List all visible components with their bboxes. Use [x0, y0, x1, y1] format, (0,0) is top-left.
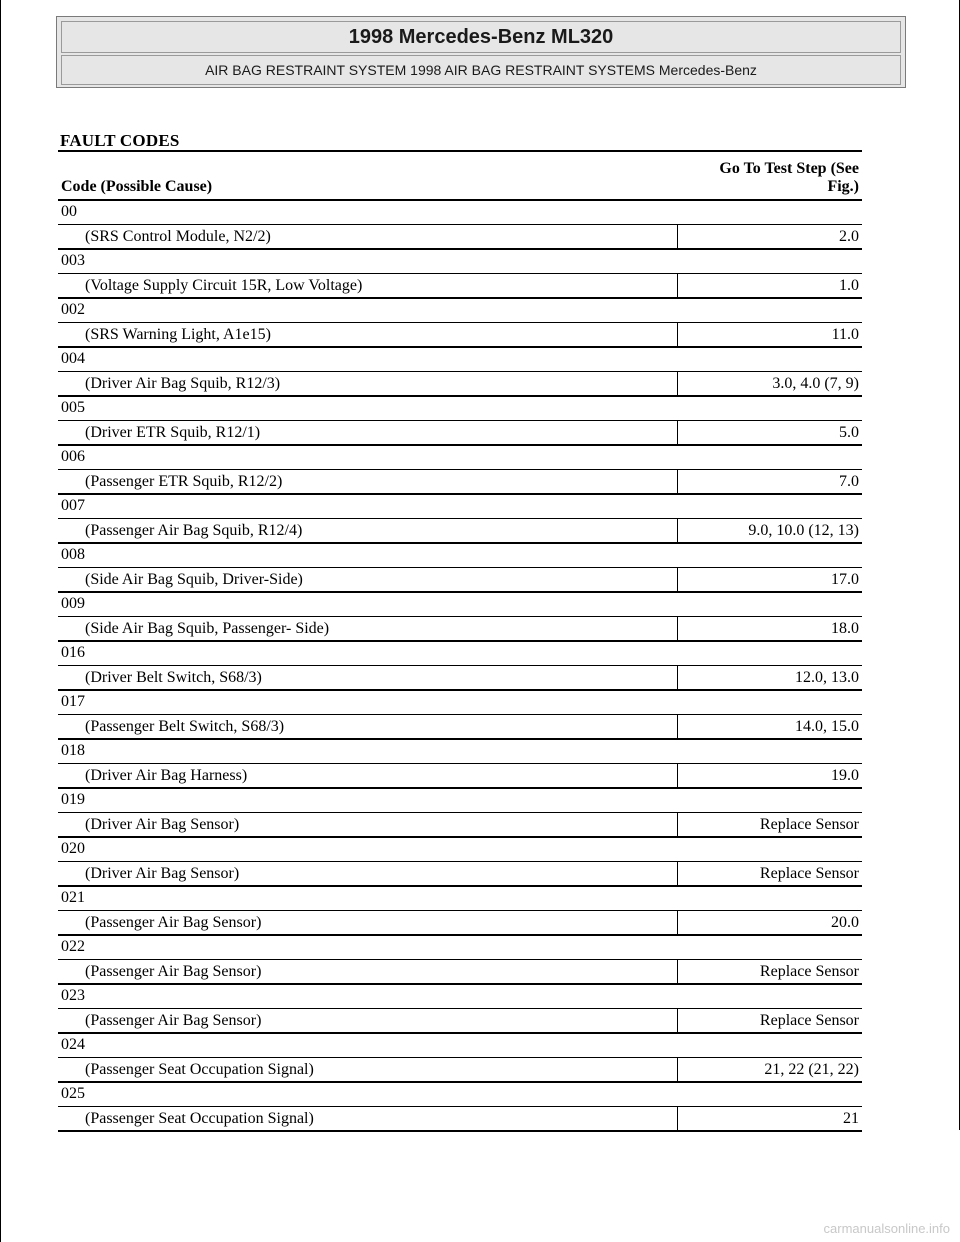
fault-code: 007: [58, 494, 862, 519]
possible-cause: (Driver Air Bag Squib, R12/3): [58, 372, 677, 397]
table-row-cause: [58, 1058, 862, 1083]
possible-cause: (Passenger Seat Occupation Signal): [58, 1058, 677, 1083]
possible-cause: (Passenger Seat Occupation Signal): [58, 1107, 677, 1132]
possible-cause: (Passenger ETR Squib, R12/2): [58, 470, 677, 495]
table-row-code: [58, 445, 862, 470]
possible-cause: (Side Air Bag Squib, Passenger- Side): [58, 617, 677, 642]
table-row-cause: [58, 470, 862, 495]
test-step: 7.0: [677, 470, 862, 495]
test-step: 21, 22 (21, 22): [677, 1058, 862, 1083]
possible-cause: (Driver Belt Switch, S68/3): [58, 666, 677, 691]
fault-code: 024: [58, 1033, 862, 1058]
table-row-code: [58, 298, 862, 323]
fault-code: 002: [58, 298, 862, 323]
fault-code: 022: [58, 935, 862, 960]
table-row-code: [58, 494, 862, 519]
fault-code: 00: [58, 200, 862, 225]
table-body: [58, 200, 862, 1131]
table-row-cause: [58, 1009, 862, 1034]
table-row-code: [58, 886, 862, 911]
fault-code: 025: [58, 1082, 862, 1107]
table-row-cause: [58, 568, 862, 593]
fault-code: 006: [58, 445, 862, 470]
table-row-cause: [58, 372, 862, 397]
table-header-row: [58, 151, 862, 200]
test-step: 21: [677, 1107, 862, 1132]
fault-code: 004: [58, 347, 862, 372]
fault-code: 023: [58, 984, 862, 1009]
test-step: 9.0, 10.0 (12, 13): [677, 519, 862, 544]
document-title: 1998 Mercedes-Benz ML320: [61, 21, 901, 53]
table-row-code: [58, 984, 862, 1009]
header-test-step: [677, 151, 862, 200]
possible-cause: (Passenger Air Bag Squib, R12/4): [58, 519, 677, 544]
test-step: 1.0: [677, 274, 862, 299]
section-heading: FAULT CODES: [60, 131, 180, 150]
table-row-code: [58, 935, 862, 960]
table-row-cause: [58, 323, 862, 348]
possible-cause: (Passenger Air Bag Sensor): [58, 1009, 677, 1034]
possible-cause: (Passenger Air Bag Sensor): [58, 960, 677, 985]
table-row-code: [58, 347, 862, 372]
table-row-code: [58, 788, 862, 813]
possible-cause: (Driver Air Bag Harness): [58, 764, 677, 789]
table-row-cause: [58, 617, 862, 642]
fault-code: 016: [58, 641, 862, 666]
test-step: Replace Sensor: [677, 813, 862, 838]
test-step: Replace Sensor: [677, 862, 862, 887]
fault-code: 018: [58, 739, 862, 764]
table-row-code: [58, 837, 862, 862]
table-row-code: [58, 641, 862, 666]
test-step: 3.0, 4.0 (7, 9): [677, 372, 862, 397]
test-step: 17.0: [677, 568, 862, 593]
fault-code: 003: [58, 249, 862, 274]
table-row-code: [58, 1033, 862, 1058]
test-step: 20.0: [677, 911, 862, 936]
table-row-cause: [58, 519, 862, 544]
table-row-cause: [58, 274, 862, 299]
possible-cause: (Driver Air Bag Sensor): [58, 813, 677, 838]
table-row-cause: [58, 1107, 862, 1132]
possible-cause: (SRS Control Module, N2/2): [58, 225, 677, 250]
table-row-code: [58, 739, 862, 764]
table-row-code: [58, 396, 862, 421]
possible-cause: (SRS Warning Light, A1e15): [58, 323, 677, 348]
possible-cause: (Side Air Bag Squib, Driver-Side): [58, 568, 677, 593]
table-row-code: [58, 690, 862, 715]
table-row-code: [58, 543, 862, 568]
fault-codes-table: [58, 150, 862, 1132]
table-row-cause: [58, 225, 862, 250]
table-row-cause: [58, 960, 862, 985]
test-step: Replace Sensor: [677, 960, 862, 985]
table-row-cause: [58, 421, 862, 446]
table-row-cause: [58, 911, 862, 936]
test-step: Replace Sensor: [677, 1009, 862, 1034]
fault-code: 008: [58, 543, 862, 568]
fault-code: 021: [58, 886, 862, 911]
table-row-code: [58, 592, 862, 617]
header-test-step-line2: Fig.): [827, 178, 859, 195]
fault-code: 005: [58, 396, 862, 421]
possible-cause: (Voltage Supply Circuit 15R, Low Voltage): [58, 274, 677, 299]
fault-code: 009: [58, 592, 862, 617]
table-row-cause: [58, 862, 862, 887]
document-header: [56, 16, 906, 88]
test-step: 12.0, 13.0: [677, 666, 862, 691]
possible-cause: (Passenger Air Bag Sensor): [58, 911, 677, 936]
test-step: 14.0, 15.0: [677, 715, 862, 740]
test-step: 5.0: [677, 421, 862, 446]
table-row-cause: [58, 764, 862, 789]
possible-cause: (Passenger Belt Switch, S68/3): [58, 715, 677, 740]
test-step: 19.0: [677, 764, 862, 789]
table-row-cause: [58, 666, 862, 691]
fault-code: 017: [58, 690, 862, 715]
header-code-cause: Code (Possible Cause): [58, 151, 677, 200]
fault-code: 019: [58, 788, 862, 813]
page-border-left: [0, 0, 1, 1242]
possible-cause: (Driver Air Bag Sensor): [58, 862, 677, 887]
table-row-cause: [58, 813, 862, 838]
fault-codes-table-wrapper: [58, 150, 862, 1132]
fault-code: 020: [58, 837, 862, 862]
table-row-cause: [58, 715, 862, 740]
header-test-step-line1: Go To Test Step (See: [719, 160, 859, 177]
possible-cause: (Driver ETR Squib, R12/1): [58, 421, 677, 446]
table-row-code: [58, 1082, 862, 1107]
watermark: carmanualsonline.info: [823, 1221, 950, 1236]
table-row-code: [58, 200, 862, 225]
test-step: 11.0: [677, 323, 862, 348]
test-step: 2.0: [677, 225, 862, 250]
table-row-code: [58, 249, 862, 274]
document-subtitle: AIR BAG RESTRAINT SYSTEM 1998 AIR BAG RESTRAINT SYSTEMS Mercedes-Benz: [61, 55, 901, 85]
test-step: 18.0: [677, 617, 862, 642]
